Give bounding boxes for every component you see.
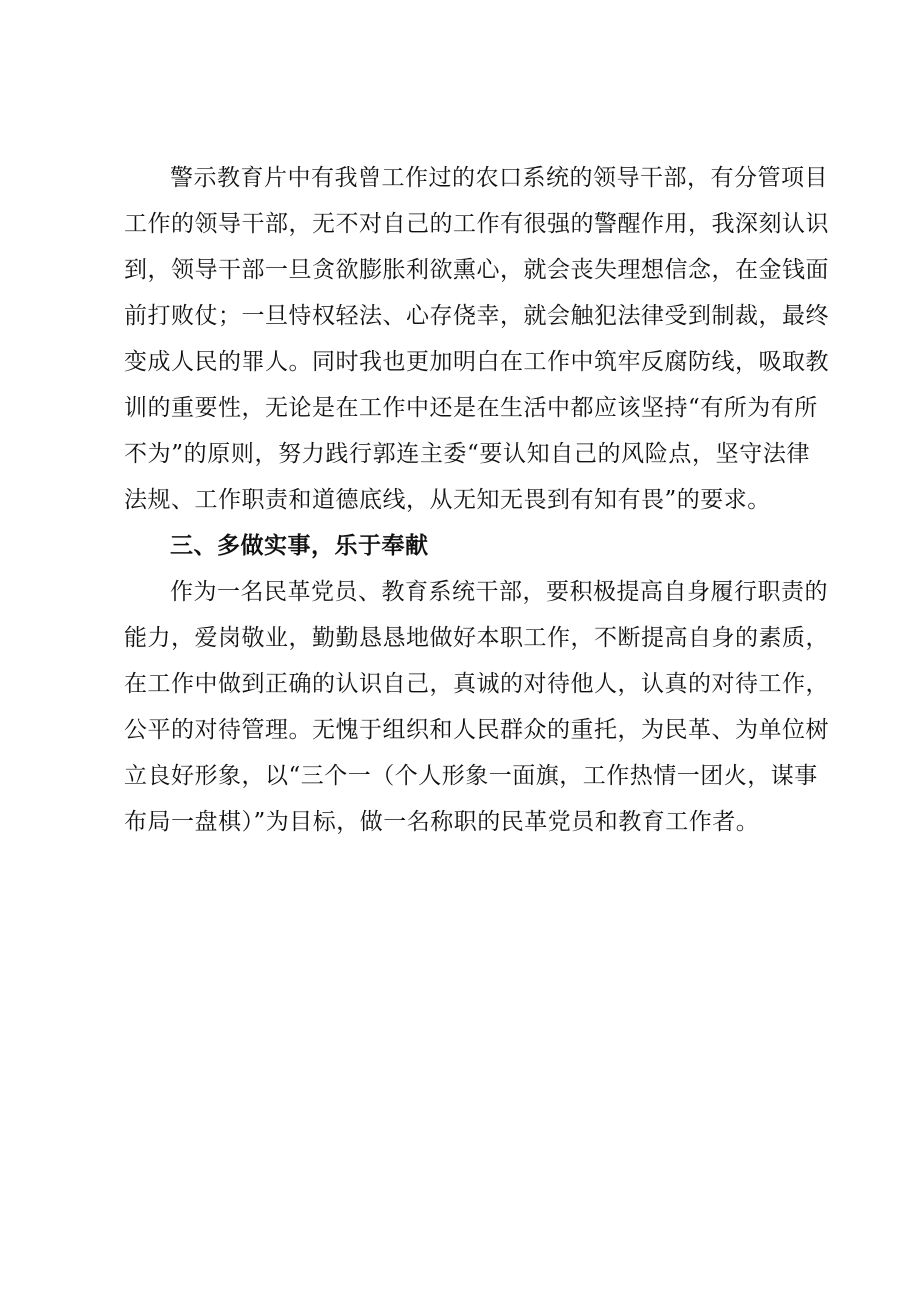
paragraph-dedication	[124, 569, 829, 845]
paragraph-line: 训的重要性，无论是在工作中还是在生活中都应该坚持“有所为有所	[124, 395, 818, 421]
section-heading: 三、多做实事，乐于奉献	[170, 533, 429, 559]
paragraph-line: 公平的对待管理。无愧于组织和人民群众的重托，为民革、为单位树	[124, 717, 829, 743]
paragraph-warning-education	[124, 155, 829, 523]
document-body	[124, 155, 829, 845]
paragraph-line: 布局一盘棋）”为目标，做一名称职的民革党员和教育工作者。	[124, 809, 760, 835]
paragraph-line: 前打败仗；一旦恃权轻法、心存侥幸，就会触犯法律受到制裁，最终	[124, 303, 829, 329]
paragraph-line: 到，领导干部一旦贪欲膨胀利欲熏心，就会丧失理想信念，在金钱面	[124, 257, 829, 283]
paragraph-line: 变成人民的罪人。同时我也更加明白在工作中筑牢反腐防线，吸取教	[124, 349, 829, 375]
paragraph-line: 法规、工作职责和道德底线，从无知无畏到有知有畏”的要求。	[124, 487, 771, 513]
paragraph-line: 立良好形象，以“三个一（个人形象一面旗，工作热情一团火，谋事	[124, 763, 818, 789]
paragraph-line: 作为一名民革党员、教育系统干部，要积极提高自身履行职责的	[170, 579, 828, 605]
paragraph-line: 警示教育片中有我曾工作过的农口系统的领导干部，有分管项目	[170, 165, 828, 191]
paragraph-line: 在工作中做到正确的认识自己，真诚的对待他人，认真的对待工作，	[124, 671, 829, 697]
paragraph-line: 工作的领导干部，无不对自己的工作有很强的警醒作用，我深刻认识	[124, 211, 829, 237]
paragraph-line: 不为”的原则，努力践行郭连主委“要认知自己的风险点，坚守法律	[124, 441, 810, 467]
paragraph-line: 能力，爱岗敬业，勤勤恳恳地做好本职工作，不断提高自身的素质，	[124, 625, 829, 651]
